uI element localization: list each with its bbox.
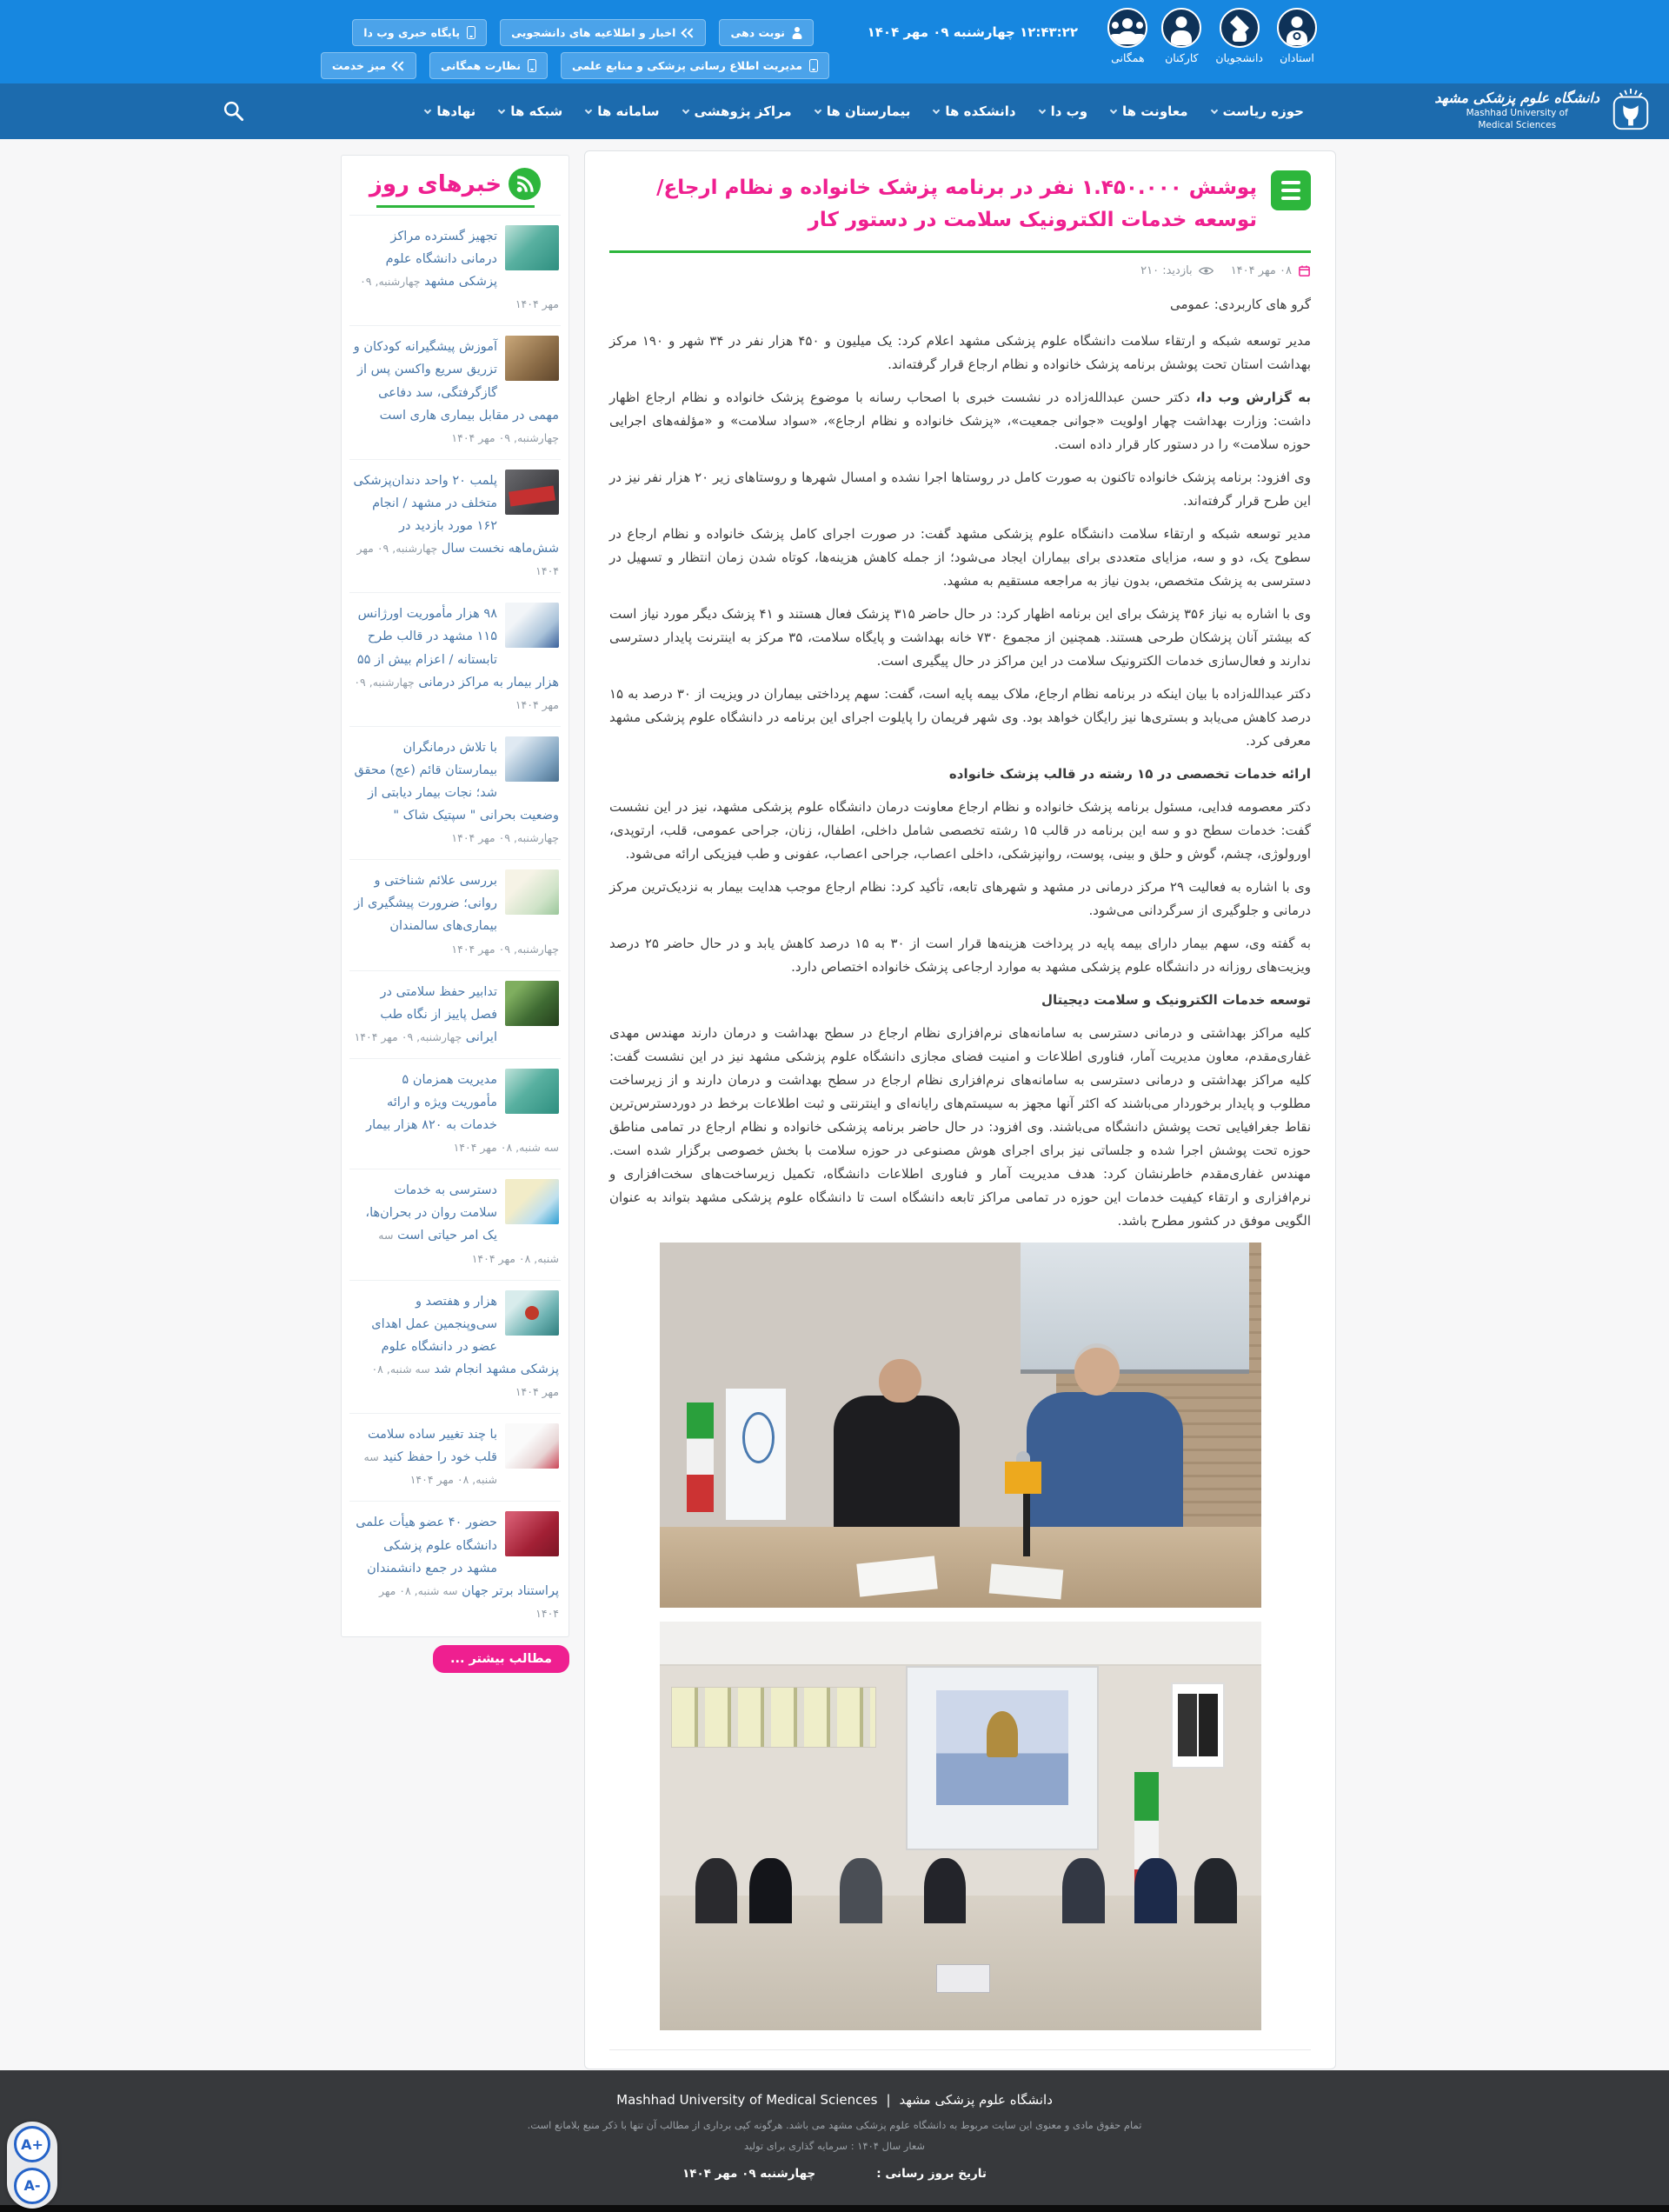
news-list-item[interactable] [349, 1169, 561, 1279]
article-paragraph: گرو های کاربردی: عمومی [1170, 296, 1311, 312]
news-date: چهارشنبه, ۰۹ مهر ۱۴۰۴ [360, 275, 559, 311]
footer-slogan: شعار سال ۱۴۰۴ : سرمایه گذاری برای تولید [743, 2140, 926, 2152]
footer-copyright: تمام حقوق مادی و معنوی این سایت مربوط به دانشگاه علوم پزشکی مشهد می باشد. هرگونه کپی برداری از مطالب آن تنها با ذکر منبع بلامانع است. [527, 2119, 1142, 2131]
logo-title-fa: دانشگاه علوم پزشکی مشهد [1434, 89, 1599, 106]
nav-item-label: شبکه ها [510, 103, 563, 119]
article-paragraph: وی با اشاره به فعالیت ۲۹ مرکز درمانی در مشهد و شهرهای تابعه، تأکید کرد: نظام ارجاع موجب هدایت بیمار به نزدیک‌ترین مرکز درمانی و جلوگیری از سرگردانی می‌شود. [609, 878, 1311, 918]
quick-link-button[interactable] [429, 52, 548, 79]
article-paragraph: وی با اشاره به نیاز ۳۵۶ پزشک برای این برنامه اظهار کرد: در حال حاضر ۳۱۵ پزشک فعال هستند و ۴۱ پزشک دیگر مورد نیاز است که بیشتر آنان پزشکان طرحی هستند. همچنین از مجموع ۷۳۰ خانه بهداشت و پایگاه سلامت، ۳۵ مرکز به اینترنت پایدار دسترسی ندارند و فعال‌سازی خدمات الکترونیک سلامت در این مراکز در حال پیگیری است. [609, 605, 1312, 669]
chevron-down-icon [933, 107, 940, 114]
quick-link-icon [467, 26, 475, 39]
news-date: سه شنبه, ۰۸ مهر ۱۴۰۴ [453, 1141, 559, 1155]
university-logo[interactable] [1434, 87, 1653, 134]
news-thumbnail[interactable] [505, 225, 559, 270]
logo-text [1434, 90, 1599, 131]
article-photo-press-conference[interactable] [660, 1243, 1261, 1608]
nav-menu-item[interactable] [1040, 103, 1087, 119]
nav-item-label: معاونت ها [1122, 103, 1188, 119]
main-navbar [0, 83, 1669, 139]
nav-menu-item[interactable] [425, 103, 475, 119]
projector [936, 1964, 990, 1993]
audience-link[interactable] [1215, 8, 1263, 64]
article-card [584, 150, 1336, 2069]
news-list-item[interactable] [349, 1413, 561, 1501]
quick-link-label: نظارت همگانی [441, 59, 522, 72]
quick-link-label: مدیریت اطلاع رسانی پزشکی و منابع علمی [572, 59, 802, 72]
accessibility-controls [7, 2122, 57, 2209]
news-list-item[interactable] [349, 325, 561, 458]
quick-link-icon [393, 62, 405, 70]
article-paragraph: به گزارش وب دا، دکتر حسن عبدالله‌زاده در نشست خبری با اصحاب رسانه با موضوع پزشک خانواده و نظام ارجاع اظهار داشت: وزارت بهداشت چهار اولویت «جوانی جمعیت»، «پزشک خانواده و نظام ارجاع»، «سواد سلامت» و «مؤلفه‌های اجرایی حوزه سلامت» را در دستور کار قرار داده است. [609, 389, 1311, 452]
news-link[interactable]: با چند تغییر ساده سلامت قلب خود را حفظ کنید [367, 1428, 497, 1465]
article-body [609, 293, 1311, 1233]
chevron-down-icon [498, 107, 505, 114]
audience-label: دانشجویان [1215, 51, 1263, 64]
news-list-item[interactable] [349, 459, 561, 592]
news-date: سه شنبه, ۰۸ مهر ۱۴۰۴ [378, 1229, 559, 1265]
eye-icon [1199, 265, 1214, 276]
news-link[interactable]: با تلاش درمانگران بیمارستان قائم (عج) محقق شد؛ نجات بیمار دیابتی از وضعیت بحرانی " سپتیک شاک " [354, 740, 559, 823]
quick-link-button[interactable] [500, 19, 706, 46]
news-date: چهارشنبه, ۰۹ مهر ۱۴۰۴ [451, 831, 559, 845]
nav-menu-item[interactable] [499, 103, 562, 119]
news-date: چهارشنبه, ۰۹ مهر ۱۴۰۴ [451, 430, 559, 444]
article-paragraph: دکتر معصومه فدایی، مسئول برنامه پزشک خانواده و نظام ارجاع معاونت درمان دانشگاه علوم پزشکی مشهد، نیز در این نشست گفت: خدمات سطح دو و سه این برنامه در قالب ۱۵ رشته تخصصی شامل داخلی، اطفال، زنان، جراحی عمومی، قلب، ارتوپدی، اورولوژی، چشم، گوش و حلق و بینی، پوست، روانپزشکی، داخلی اعصاب، جراحی اعصاب، عفونی و طب فیزیکی ارائه می‌شود. [609, 798, 1311, 862]
news-list [349, 215, 561, 1635]
news-thumbnail[interactable] [505, 336, 559, 381]
audience-icon [1107, 8, 1147, 48]
quick-link-label: اخبار و اطلاعیه های دانشجویی [511, 26, 676, 39]
news-link[interactable]: بررسی علائم شناختی و روانی؛ ضرورت پیشگیری از بیماری‌های سالمندان [354, 874, 497, 934]
article-paragraph: به گفته وی، سهم بیمار دارای بیمه پایه در پرداخت هزینه‌ها قرار است از ۳۰ به ۱۵ درصد کاهش یابد و در حال حاضر ۲۵ درصد ویزیت‌های روزانه در دانشگاه علوم پزشکی مشهد به موارد ارجاعی پزشک خانواده اختصاص دارد. [609, 935, 1311, 975]
search-icon [222, 99, 245, 123]
news-thumbnail[interactable] [505, 470, 559, 515]
news-list-item[interactable] [349, 1501, 561, 1634]
university-emblem-icon [1608, 87, 1653, 134]
page-footer [0, 2070, 1669, 2205]
quick-link-label: میز خدمت [331, 59, 386, 72]
news-date: چهارشنبه, ۰۹ مهر ۱۴۰۴ [451, 942, 559, 956]
news-thumbnail[interactable] [505, 603, 559, 648]
article-title: پوشش ۱.۴۵۰.۰۰۰ نفر در برنامه پزشک خانواده و نظام ارجاع/ توسعه خدمات الکترونیک سلامت در دستور کار [656, 177, 1257, 231]
audience-icon [1220, 8, 1260, 48]
news-link[interactable]: تجهیز گسترده مراکز درمانی دانشگاه علوم پزشکی مشهد [385, 230, 497, 290]
audience-link[interactable] [1277, 8, 1317, 64]
news-link[interactable]: آموزش پیشگیرانه کودکان و تزریق سریع واکسن پس از گازگرفتگی، سد دفاعی مهمی در مقابل بیماری هاری است [353, 340, 559, 423]
news-thumbnail[interactable] [505, 1179, 559, 1224]
quick-link-label: نوبت دهی [730, 26, 785, 39]
article-meta [609, 264, 1311, 277]
quick-link-button[interactable] [719, 19, 814, 46]
audience-icon [1277, 8, 1317, 48]
quick-link-icon [682, 29, 695, 37]
article-views: بازدید: ۲۱۰ [1140, 263, 1193, 277]
more-news-button[interactable]: مطالب بیشتر ... [433, 1645, 569, 1673]
news-list-item[interactable] [349, 970, 561, 1058]
article-divider [609, 2049, 1311, 2050]
nav-item-label: مراکز پژوهشی [694, 103, 792, 119]
audience-label: همگانی [1111, 51, 1145, 64]
leaders-portraits [1171, 1682, 1225, 1769]
nav-menu-item[interactable] [586, 103, 659, 119]
article-paragraph: مدیر توسعه شبکه و ارتقاء سلامت دانشگاه علوم پزشکی مشهد اعلام کرد: یک میلیون و ۴۵۰ هزار نفر در ۳۴ شهر و ۱۹۰ مرکز بهداشت استان تحت پوشش برنامه پزشک خانواده و نظام ارجاع قرار گرفته‌اند. [609, 332, 1312, 372]
university-flag [726, 1389, 786, 1520]
news-link[interactable]: هزار و هفتصد و سی‌وپنجمین عمل اهدای عضو در دانشگاه علوم پزشکی مشهد انجام شد [371, 1294, 559, 1376]
footer-update-line [0, 2167, 1669, 2181]
news-list-item[interactable] [349, 215, 561, 325]
news-list-item[interactable] [349, 1058, 561, 1169]
footer-site-title-en: Mashhad University of Medical Sciences [616, 2092, 878, 2108]
article-paragraph: توسعه خدمات الکترونیک و سلامت دیجیتال [1041, 991, 1311, 1008]
top-header-bar [0, 0, 1669, 83]
audience-link[interactable] [1107, 8, 1147, 64]
sidebar-title: خبرهای روز [369, 170, 502, 197]
quick-link-icon [792, 27, 802, 39]
news-list-item[interactable] [349, 1280, 561, 1413]
nav-item-label: سامانه ها [597, 103, 660, 119]
datetime-display: ۱۲:۴۳:۲۲ چهارشنبه ۰۹ مهر ۱۴۰۴ [867, 24, 1078, 40]
bottom-black-bar [0, 2205, 1669, 2212]
footer-site-title-fa: دانشگاه علوم پزشکی مشهد [899, 2092, 1053, 2108]
chevron-down-icon [424, 107, 431, 114]
footer-separator: | [886, 2092, 891, 2108]
article-paragraph: مدیر توسعه شبکه و ارتقاء سلامت دانشگاه علوم پزشکی مشهد گفت: در صورت اجرای کامل پزشک خانواده و نظام ارجاع در سطوح یک، دو و سه، مزایای متعددی برای بیماران ایجاد می‌شود؛ از جمله کاهش هزینه‌ها، کوتاه شدن زمان انتظار و تسهیل در دسترسی به پزشک متخصص، بدون نیاز به مراجعه مستقیم به مشهد. [609, 525, 1311, 589]
article-paragraph: وی افزود: برنامه پزشک خانواده تاکنون به صورت کامل در روستاها اجرا نشده و امسال شهرها و روستاهای زیر ۲۰ هزار نفر نیز در این طرح قرار گرفته‌اند. [609, 469, 1311, 509]
audience-label: استادان [1280, 51, 1314, 64]
nav-item-label: وب دا [1050, 103, 1088, 119]
article-date: ۰۸ مهر ۱۴۰۴ [1230, 263, 1292, 277]
nav-item-label: دانشکده ها [945, 103, 1016, 119]
news-list-item[interactable] [349, 726, 561, 859]
news-date: چهارشنبه, ۰۹ مهر ۱۴۰۴ [356, 542, 559, 578]
audience-icon [1161, 8, 1201, 48]
quick-link-icon [528, 59, 536, 72]
news-link[interactable]: دسترسی به خدمات سلامت روان در بحران‌ها، یک امر حیاتی است [365, 1183, 497, 1243]
news-thumbnail[interactable] [505, 736, 559, 782]
title-underline [609, 250, 1311, 253]
article-paragraph: کلیه مراکز بهداشتی و درمانی دسترسی به سامانه‌های نرم‌افزاری نظام ارجاع در سطح بهداشت و درمان دارند مهندس مهدی غفاری‌مقدم، معاون مدیریت آمار، فناوری اطلاعات و امنیت فضای مجازی دانشگاه علوم پزشکی مشهد نیز در این نشست گفت: کلیه مراکز بهداشتی و درمانی دسترسی به سامانه‌های نرم‌افزاری نظام ارجاع در سطح بهداشت و درمان دارند و از زیرساخت مطلوب و پایدار برخوردار می‌باشند که اکثر آنها مجهز به سیستم‌های رایانه‌ای و اینترنتی و ثبت اطلاعات برخط در دوردسترس‌ترین نقاط جغرافیایی تحت پوشش دانشگاه می‌باشند. وی افزود: در حال حاضر برنامه پزشکی خانواده و نظام ارجاع در تمامی مناطق حوزه تحت پوشش اجرا شده و جلساتی نیز برای اجرای هوش مصنوعی در حوزه سلامت با بخش خصوصی برگزار شده است. مهندس غفاری‌مقدم خاطرنشان کرد: هدف مدیریت آمار و فناوری اطلاعات دانشگاه، تکمیل زیرساخت‌های سخت‌افزاری و نرم‌افزاری و ارتقاء کیفیت خدمات این حوزه در تمامی مراکز تابعه دانشگاه است تا دانشگاه علوم پزشکی مشهد بتواند به عنوان الگویی موفق در کشور مطرح باشد. [609, 1024, 1311, 1229]
logo-title-en1: Mashhad University of [1466, 107, 1568, 118]
news-date: سه شنبه, ۰۸ مهر ۱۴۰۴ [378, 1583, 559, 1620]
nav-item-label: بیمارستان ها [826, 103, 911, 119]
news-date: چهارشنبه, ۰۹ مهر ۱۴۰۴ [354, 675, 559, 711]
quick-links-row-1 [352, 19, 814, 46]
microphone [1005, 1462, 1041, 1495]
chevron-down-icon [1110, 107, 1117, 114]
article-photo-meeting-room[interactable] [660, 1622, 1261, 2030]
news-thumbnail[interactable] [505, 1511, 559, 1556]
news-thumbnail[interactable] [505, 1423, 559, 1469]
chevron-down-icon [585, 107, 592, 114]
nav-item-label: حوزه ریاست [1222, 103, 1304, 119]
news-link[interactable]: تدابیر حفظ سلامتی در فصل پاییز از نگاه طب ایرانی [380, 984, 497, 1044]
nav-menu-item[interactable] [815, 103, 911, 119]
news-thumbnail[interactable] [505, 1290, 559, 1336]
quick-link-icon [809, 59, 818, 72]
footer-update-date: چهارشنبه ۰۹ مهر ۱۴۰۴ [682, 2167, 816, 2181]
footer-update-label: تاریخ بروز رسانی : [876, 2167, 987, 2181]
footer-site-title [0, 2070, 1669, 2108]
quick-link-button[interactable] [561, 52, 829, 79]
news-thumbnail[interactable] [505, 981, 559, 1026]
sidebar-title-underline [376, 205, 535, 208]
logo-title-en2: Medical Sciences [1478, 119, 1557, 130]
article-menu-button[interactable] [1271, 170, 1311, 210]
news-list-item[interactable] [349, 859, 561, 969]
nav-menu-item[interactable] [683, 103, 792, 119]
news-link[interactable]: حضور ۴۰ عضو هیأت علمی دانشگاه علوم پزشکی مشهد در جمع دانشمندان پراستناد برتر جهان [356, 1516, 559, 1598]
chevron-down-icon [1210, 107, 1217, 114]
sidebar-header [349, 161, 561, 202]
iran-flag [687, 1402, 714, 1512]
news-sidebar [341, 155, 569, 1673]
article-paragraph: ارائه خدمات تخصصی در ۱۵ رشته در قالب پزشک خانواده [948, 765, 1311, 782]
news-thumbnail[interactable] [505, 1069, 559, 1114]
news-date: چهارشنبه, ۰۹ مهر ۱۴۰۴ [354, 1029, 462, 1043]
news-thumbnail[interactable] [505, 869, 559, 915]
news-list-item[interactable] [349, 592, 561, 725]
quick-link-button[interactable] [352, 19, 487, 46]
wall-portraits [671, 1687, 875, 1749]
article-paragraph: دکتر عبدالله‌زاده با بیان اینکه در برنامه نظام ارجاع، ملاک بیمه پایه است، گفت: سهم پرداختی بیماران در ویزیت از ۳۰ درصد به ۱۵ درصد کاهش می‌یابد و بستری‌ها نیز رایگان خواهد بود. وی شهر فریمان را پایلوت اجرای این برنامه در دانشگاه علوم پزشکی مشهد معرفی کرد. [609, 685, 1312, 749]
search-button[interactable] [222, 99, 245, 126]
chevron-down-icon [814, 107, 821, 114]
quick-links-row-2 [321, 52, 829, 79]
news-link[interactable]: مدیریت همزمان ۵ مأموریت ویژه و ارائه خدمات به ۸۲۰ هزار بیمار [366, 1072, 497, 1133]
nav-menu [425, 83, 1304, 139]
chevron-down-icon [682, 107, 688, 114]
calendar-icon [1298, 264, 1311, 277]
audience-link[interactable] [1161, 8, 1201, 64]
news-link[interactable]: پلمب ۲۰ واحد دندان‌پزشکی متخلف در مشهد / انجام ۱۶۲ مورد بازدید در شش‌ماهه نخست سال [353, 473, 559, 556]
news-date: سه شنبه, ۰۸ مهر ۱۴۰۴ [371, 1362, 559, 1399]
news-link[interactable]: ۹۸ هزار مأموریت اورژانس ۱۱۵ مشهد در قالب طرح تابستانه / اعزام بیش از ۵۵ هزار بیمار به مراکز درمانی [356, 607, 559, 690]
news-date: سه شنبه, ۰۸ مهر ۱۴۰۴ [363, 1450, 497, 1487]
quick-link-button[interactable] [321, 52, 416, 79]
nav-menu-item[interactable] [1212, 103, 1304, 119]
chevron-down-icon [1038, 107, 1045, 114]
audience-label: کارکنان [1165, 51, 1199, 64]
nav-menu-item[interactable] [934, 103, 1015, 119]
rss-icon [509, 168, 541, 200]
nav-item-label: نهادها [436, 103, 476, 119]
audience-links [1107, 8, 1317, 64]
nav-menu-item[interactable] [1111, 103, 1187, 119]
quick-link-label: پایگاه خبری وب دا [363, 26, 461, 39]
font-increase-button[interactable]: A+ [14, 2126, 50, 2162]
font-decrease-button[interactable]: A- [14, 2168, 50, 2204]
